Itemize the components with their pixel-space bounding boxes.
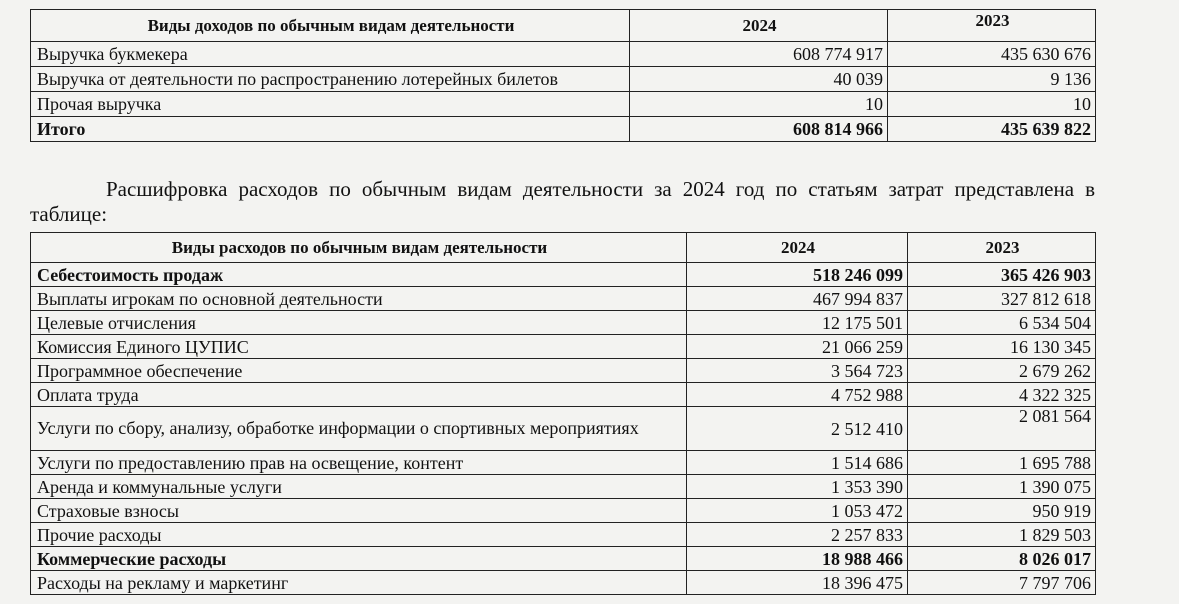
value-2024: 1 353 390: [687, 475, 908, 499]
value-2024: 2 512 410: [687, 407, 908, 451]
row-label: Целевые отчисления: [31, 311, 687, 335]
column-header-2023: 2023: [908, 233, 1096, 263]
value-2023: 8 026 017: [908, 547, 1096, 571]
table-row: [31, 67, 1096, 92]
value-2023: 9 136: [888, 67, 1096, 92]
value-2023: 950 919: [908, 499, 1096, 523]
value-2024: 467 994 837: [687, 287, 908, 311]
value-2024: 1 053 472: [687, 499, 908, 523]
intro-paragraph: Расшифровка расходов по обычным видам деятельности за 2024 год по статьям затрат представлена в таблице:: [30, 177, 1095, 226]
value-2024: 2 257 833: [687, 523, 908, 547]
table-row: [31, 311, 1096, 335]
value-2023: 2 679 262: [908, 359, 1096, 383]
column-header-2024: 2024: [687, 233, 908, 263]
total-row: [31, 117, 1096, 142]
value-2023: 1 390 075: [908, 475, 1096, 499]
row-label: Аренда и коммунальные услуги: [31, 475, 687, 499]
section-row: [31, 263, 1096, 287]
value-2024: 21 066 259: [687, 335, 908, 359]
value-2024: 1 514 686: [687, 451, 908, 475]
table-row: [31, 475, 1096, 499]
value-2024: 10: [630, 92, 888, 117]
table-header-row: [31, 10, 1096, 42]
table-row: [31, 571, 1096, 595]
value-2024: 518 246 099: [687, 263, 908, 287]
row-label: Себестоимость продаж: [31, 263, 687, 287]
value-2023: 4 322 325: [908, 383, 1096, 407]
column-header-2024: 2024: [630, 10, 888, 42]
row-label: Страховые взносы: [31, 499, 687, 523]
value-2023: 435 639 822: [888, 117, 1096, 142]
row-label: Прочая выручка: [31, 92, 630, 117]
row-label: Итого: [31, 117, 630, 142]
row-label: Услуги по предоставлению прав на освещение, контент: [31, 451, 687, 475]
table-header-row: [31, 233, 1096, 263]
column-header-label: Виды доходов по обычным видам деятельности: [31, 10, 630, 42]
value-2024: 3 564 723: [687, 359, 908, 383]
value-2023: 1 695 788: [908, 451, 1096, 475]
row-label: Расходы на рекламу и маркетинг: [31, 571, 687, 595]
value-2023: 365 426 903: [908, 263, 1096, 287]
row-label: Выручка букмекера: [31, 42, 630, 67]
row-label: Выплаты игрокам по основной деятельности: [31, 287, 687, 311]
row-label: Оплата труда: [31, 383, 687, 407]
column-header-label: Виды расходов по обычным видам деятельности: [31, 233, 687, 263]
value-2024: 40 039: [630, 67, 888, 92]
row-label: Коммерческие расходы: [31, 547, 687, 571]
value-2024: 12 175 501: [687, 311, 908, 335]
value-2024: 4 752 988: [687, 383, 908, 407]
value-2023: 16 130 345: [908, 335, 1096, 359]
value-2024: 608 774 917: [630, 42, 888, 67]
income-table: [30, 9, 1096, 142]
value-2023: 10: [888, 92, 1096, 117]
table-row: [31, 499, 1096, 523]
value-2023: 327 812 618: [908, 287, 1096, 311]
value-2023: 1 829 503: [908, 523, 1096, 547]
expense-table: [30, 232, 1096, 595]
table-row: [31, 335, 1096, 359]
value-2023: 6 534 504: [908, 311, 1096, 335]
column-header-2023: 2023: [888, 10, 1096, 42]
value-2024: 18 396 475: [687, 571, 908, 595]
value-2023: 7 797 706: [908, 571, 1096, 595]
table-row: [31, 383, 1096, 407]
value-2024: 18 988 466: [687, 547, 908, 571]
table-row: [31, 407, 1096, 451]
row-label: Выручка от деятельности по распространению лотерейных билетов: [31, 67, 630, 92]
table-row: [31, 359, 1096, 383]
row-label: Прочие расходы: [31, 523, 687, 547]
row-label: Комиссия Единого ЦУПИС: [31, 335, 687, 359]
table-row: [31, 287, 1096, 311]
table-row: [31, 92, 1096, 117]
value-2023: 435 630 676: [888, 42, 1096, 67]
table-row: [31, 42, 1096, 67]
value-2023: 2 081 564: [908, 407, 1096, 451]
value-2024: 608 814 966: [630, 117, 888, 142]
row-label: Программное обеспечение: [31, 359, 687, 383]
row-label: Услуги по сбору, анализу, обработке информации о спортивных мероприятиях: [31, 407, 687, 451]
table-row: [31, 523, 1096, 547]
table-row: [31, 451, 1096, 475]
section-row: [31, 547, 1096, 571]
